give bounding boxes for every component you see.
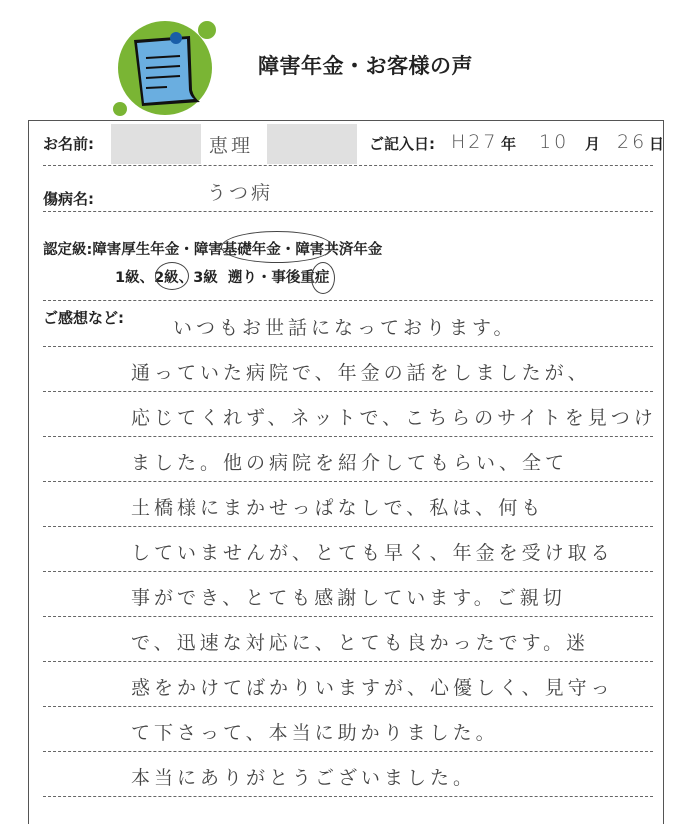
selection-circle xyxy=(311,262,335,294)
date-day: 26 xyxy=(617,131,648,153)
date-era-year: H27 xyxy=(451,131,499,153)
comment-text: していませんが、とても早く、年金を受け取る xyxy=(131,542,614,564)
selection-circle xyxy=(155,262,189,290)
comments-label: ご感想など: xyxy=(43,309,124,327)
day-unit: 日 xyxy=(649,135,665,153)
page-title: 障害年金・お客様の声 xyxy=(258,54,473,78)
year-unit: 年 xyxy=(501,135,517,153)
comment-text: いつもお世話になっております。 xyxy=(173,317,517,339)
comment-line xyxy=(43,346,653,392)
grade-option-selected: 2級 xyxy=(154,270,179,286)
comment-text: 惑をかけてばかりいますが、心優しく、見守っ xyxy=(131,677,614,699)
name-row xyxy=(43,121,665,166)
grade-option: 3級 xyxy=(193,270,218,286)
month-unit: 月 xyxy=(585,135,601,153)
disease-label: 傷病名: xyxy=(43,190,94,208)
pension-option: 障害厚生年金 xyxy=(92,242,180,258)
comment-line xyxy=(43,391,657,437)
comment-line xyxy=(43,526,653,572)
redacted-block xyxy=(267,124,357,164)
comment-text: 本当にありがとうございました。 xyxy=(131,767,477,789)
comment-line xyxy=(43,706,653,752)
certification-row: 認定級:障害厚生年金・障害基礎年金・障害共済年金 1級、2級、3級 遡り・事後重症 xyxy=(43,212,653,301)
disease-row xyxy=(43,166,653,212)
date-label: ご記入日: xyxy=(369,135,435,153)
comment-line xyxy=(43,436,653,482)
comment-line xyxy=(43,751,653,797)
name-label: お名前: xyxy=(43,135,94,153)
comment-line xyxy=(43,571,653,617)
comment-text: で、迅速な対応に、とても良かったです。迷 xyxy=(131,632,590,654)
memo-pin-icon xyxy=(112,18,217,118)
date-month: 10 xyxy=(539,131,570,153)
feedback-form xyxy=(28,120,664,824)
comment-text: 通っていた病院で、年金の話をしましたが、 xyxy=(131,362,591,384)
comment-text: て下さって、本当に助かりました。 xyxy=(131,722,499,744)
name-value: 恵理 xyxy=(209,135,254,157)
pension-option: 障害共済年金 xyxy=(295,242,383,258)
selection-circle xyxy=(221,231,333,263)
comment-text: 事ができ、とても感謝しています。ご親切 xyxy=(131,587,566,609)
comment-line xyxy=(43,616,653,662)
comment-line xyxy=(43,301,653,347)
comment-text: 応じてくれず、ネットで、こちらのサイトを見つけ xyxy=(131,407,657,429)
disease-value: うつ病 xyxy=(207,182,274,204)
redacted-block xyxy=(111,124,201,164)
comment-text: 土橋様にまかせっぱなしで、私は、何も xyxy=(131,497,545,519)
type-options: 遡り・事後重症 xyxy=(227,270,330,286)
grade-option: 1級 xyxy=(115,270,140,286)
comment-line xyxy=(43,481,653,527)
comment-text: ました。他の病院を紹介してもらい、全て xyxy=(131,452,569,474)
pension-option-selected: 障害基礎年金 xyxy=(193,242,281,258)
cert-label: 認定級: xyxy=(43,242,93,258)
comment-line xyxy=(43,661,653,707)
